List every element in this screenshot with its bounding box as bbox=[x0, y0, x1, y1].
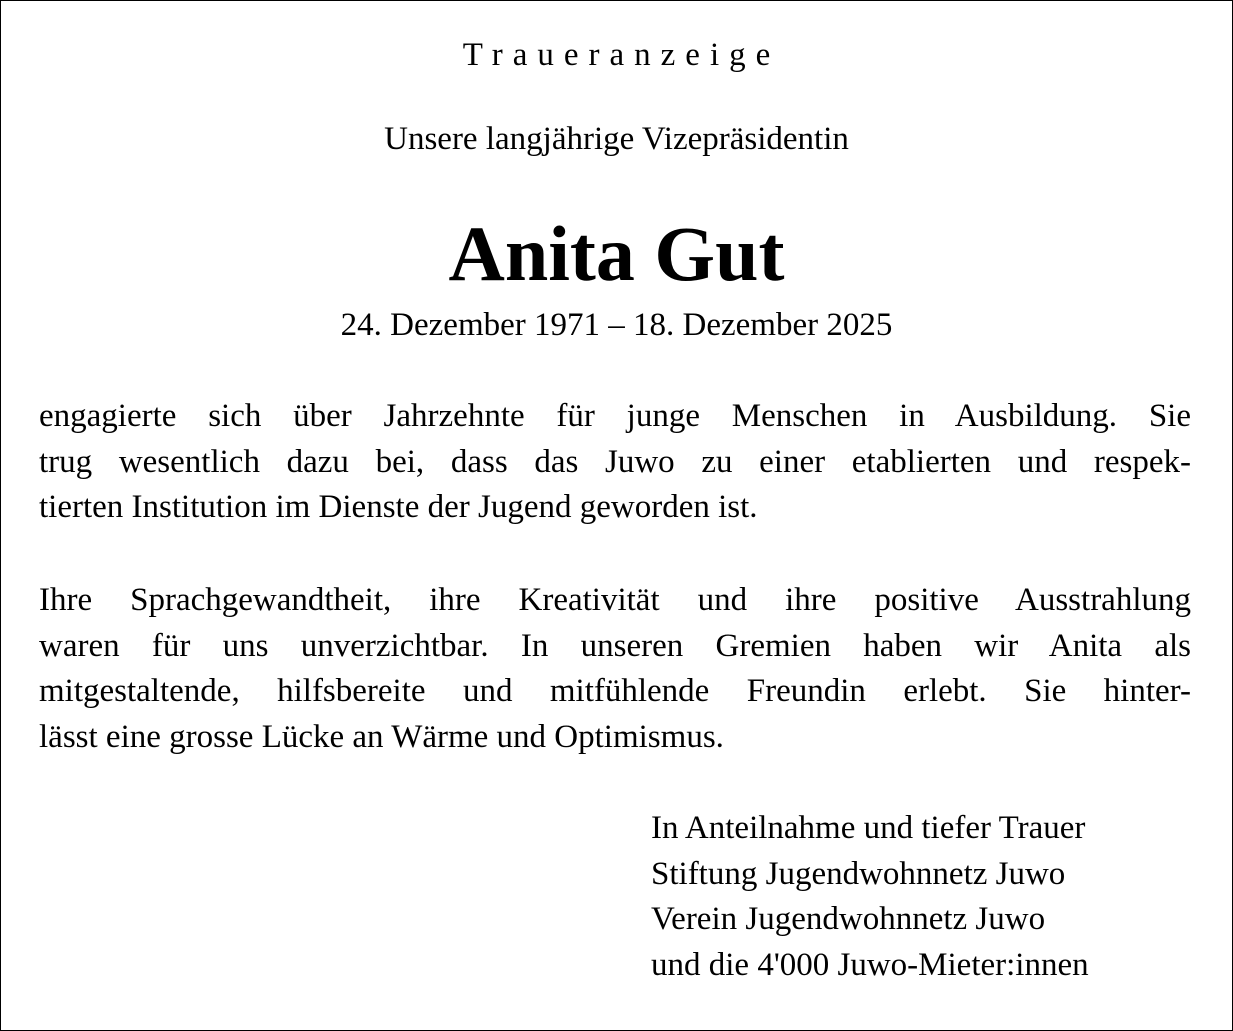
text-line: waren für uns unverzichtbar. In unseren Gremien haben wir Anita als bbox=[39, 627, 1191, 664]
life-dates: 24. Dezember 1971 – 18. Dezember 2025 bbox=[340, 307, 893, 343]
text-line: Ihre Sprachgewandtheit, ihre Kreativität und ihre positive Ausstrahlung bbox=[39, 582, 1191, 618]
text-line: lässt eine grosse Lücke an Wärme und Optimismus. bbox=[39, 718, 724, 755]
signoff-line: In Anteilnahme und tiefer Trauer bbox=[651, 810, 1086, 846]
tribute-paragraph-2 bbox=[39, 578, 1191, 760]
notice-kind: Traueranzeige bbox=[462, 37, 781, 73]
signoff-line: und die 4'000 Juwo-Mieter:innen bbox=[651, 946, 1089, 983]
signoff-line: Verein Jugendwohnnetz Juwo bbox=[651, 901, 1046, 937]
intro-line: Unsere langjährige Vizepräsidentin bbox=[384, 121, 849, 157]
text-line: tierten Institution im Dienste der Jugend geworden ist. bbox=[39, 489, 758, 525]
text-line: trug wesentlich dazu bei, dass das Juwo zu einer etablierten und respek- bbox=[39, 443, 1191, 480]
deceased-name: Anita Gut bbox=[448, 210, 785, 297]
text-line: engagierte sich über Jahrzehnte für junge Menschen in Ausbildung. Sie bbox=[39, 398, 1191, 434]
signoff-block bbox=[651, 806, 1089, 988]
text-line: mitgestaltende, hilfsbereite und mitfühlende Freundin erlebt. Sie hinter- bbox=[39, 673, 1191, 709]
tribute-paragraph-1 bbox=[39, 394, 1191, 531]
signoff-line: Stiftung Jugendwohnnetz Juwo bbox=[651, 855, 1066, 892]
